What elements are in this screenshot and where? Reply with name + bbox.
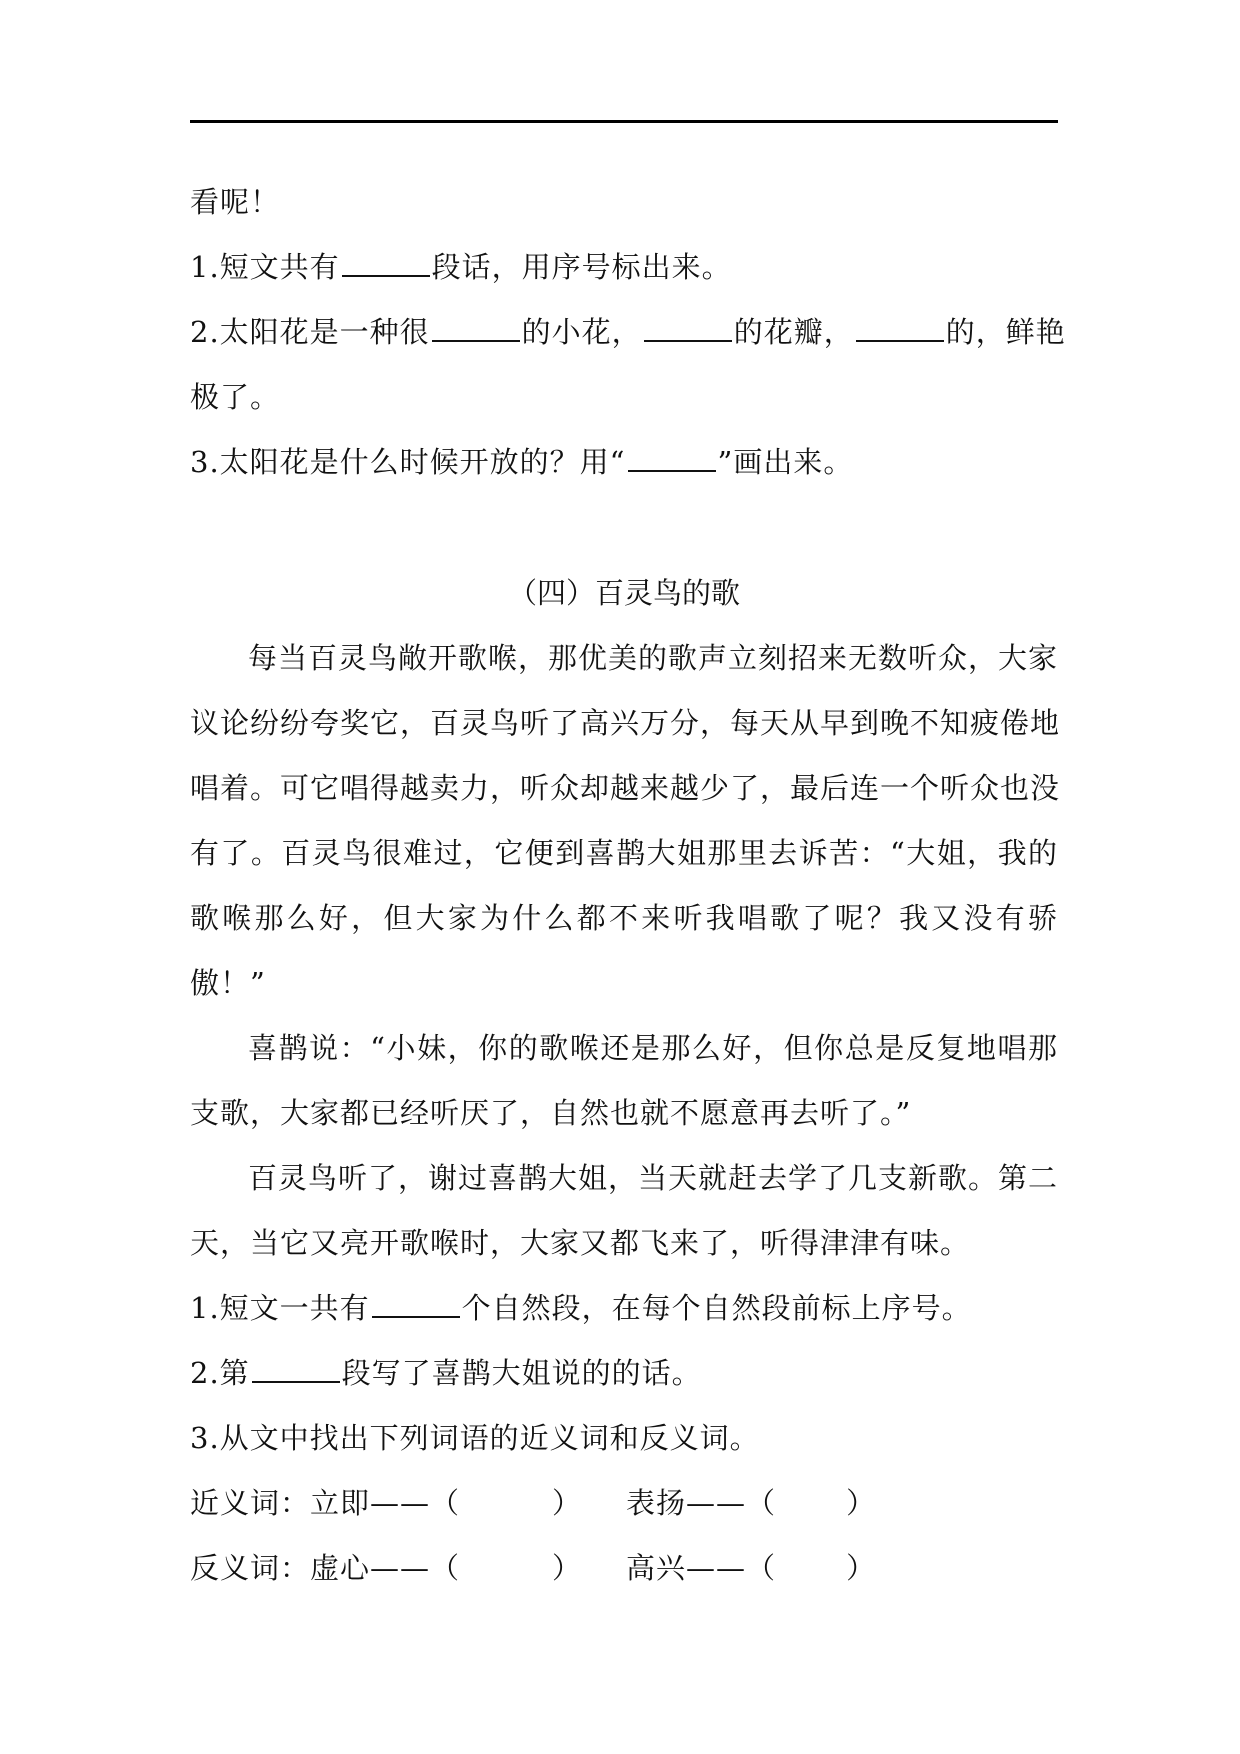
word-prompt: 立即——（: [310, 1486, 461, 1520]
section-gap: [190, 495, 1058, 561]
paragraph-line: 百灵鸟听了，谢过喜鹊大姐，当天就赶去学了几支新歌。第二: [248, 1161, 1059, 1195]
paragraph-line: 议论纷纷夸奖它，百灵鸟听了高兴万分，每天从早到晚不知疲倦地: [190, 706, 1061, 740]
part3-question-1: [190, 235, 1058, 300]
q-text: 2.第: [190, 1356, 250, 1390]
q-text: ”画出来。: [717, 445, 854, 479]
paren-close: ）: [846, 1486, 877, 1520]
paren-close: ）: [846, 1551, 877, 1585]
word-prompt: 虚心——（: [310, 1551, 461, 1585]
q-text: 的小花，: [521, 315, 642, 349]
word-prompt: 表扬——（: [626, 1486, 777, 1520]
synonyms-row: [190, 1471, 1058, 1536]
q-text: 段话，用序号标出来。: [431, 250, 732, 284]
q-text: 2.太阳花是一种很: [190, 315, 430, 349]
q-text: 的，鲜艳: [945, 315, 1066, 349]
paren-close: ）: [552, 1486, 583, 1520]
paragraph-line: 傲！”: [190, 966, 266, 1000]
q-text: 3.太阳花是什么时候开放的？用“: [190, 445, 626, 479]
answer-blank[interactable]: [856, 314, 944, 342]
paragraph-line: 有了。百灵鸟很难过，它便到喜鹊大姐那里去诉苦：“大姐，我的: [190, 836, 1058, 870]
answer-blank[interactable]: [432, 314, 520, 342]
paragraph-line: 歌喉那么好，但大家为什么都不来听我唱歌了呢？我又没有骄: [190, 901, 1058, 935]
paren-close: ）: [552, 1551, 583, 1585]
answer-blank[interactable]: [644, 314, 732, 342]
continuation-text: 看呢！: [190, 185, 281, 219]
q-text: 1.短文共有: [190, 250, 340, 284]
q-text: 的花瓣，: [733, 315, 854, 349]
paragraph-line: 喜鹊说：“小妹，你的歌喉还是那么好，但你总是反复地唱那: [248, 1031, 1058, 1065]
story-paragraph-3: [190, 1146, 1058, 1276]
part3-question-2: [190, 300, 1066, 365]
q-text: 段写了喜鹊大姐说的的话。: [341, 1356, 702, 1390]
q-text: 个自然段，在每个自然段前标上序号。: [461, 1291, 972, 1325]
paragraph-line: 天，当它又亮开歌喉时，大家又都飞来了，听得津津有味。: [190, 1226, 971, 1260]
part4-question-2: [190, 1341, 1058, 1406]
section-title: （四）百灵鸟的歌: [507, 576, 740, 610]
story-paragraph-2: [190, 1016, 1058, 1146]
story-paragraph-1: [190, 626, 1061, 1016]
answer-blank[interactable]: [628, 444, 716, 472]
paragraph-line: 唱着。可它唱得越卖力，听众却越来越少了，最后连一个听众也没: [190, 771, 1061, 805]
part4-question-3: 3.从文中找出下列词语的近义词和反义词。: [190, 1421, 760, 1455]
paragraph-line: 支歌，大家都已经听厌了，自然也就不愿意再去听了。”: [190, 1096, 912, 1130]
answer-blank[interactable]: [252, 1355, 340, 1383]
paragraph-line: 每当百灵鸟敞开歌喉，那优美的歌声立刻招来无数听众，大家: [248, 641, 1059, 675]
q-text: 1.短文一共有: [190, 1291, 370, 1325]
antonyms-row: [190, 1536, 1058, 1601]
answer-blank[interactable]: [342, 249, 430, 277]
word-prompt: 高兴——（: [626, 1551, 777, 1585]
header-rule: [190, 120, 1058, 123]
part3-question-3: [190, 430, 1058, 495]
synonyms-label: 近义词：: [190, 1486, 311, 1520]
answer-blank[interactable]: [372, 1290, 460, 1318]
part3-question-2-cont: 极了。: [190, 380, 281, 414]
part4-question-1: [190, 1276, 1058, 1341]
worksheet-content: [190, 170, 1066, 1601]
antonyms-label: 反义词：: [190, 1551, 311, 1585]
